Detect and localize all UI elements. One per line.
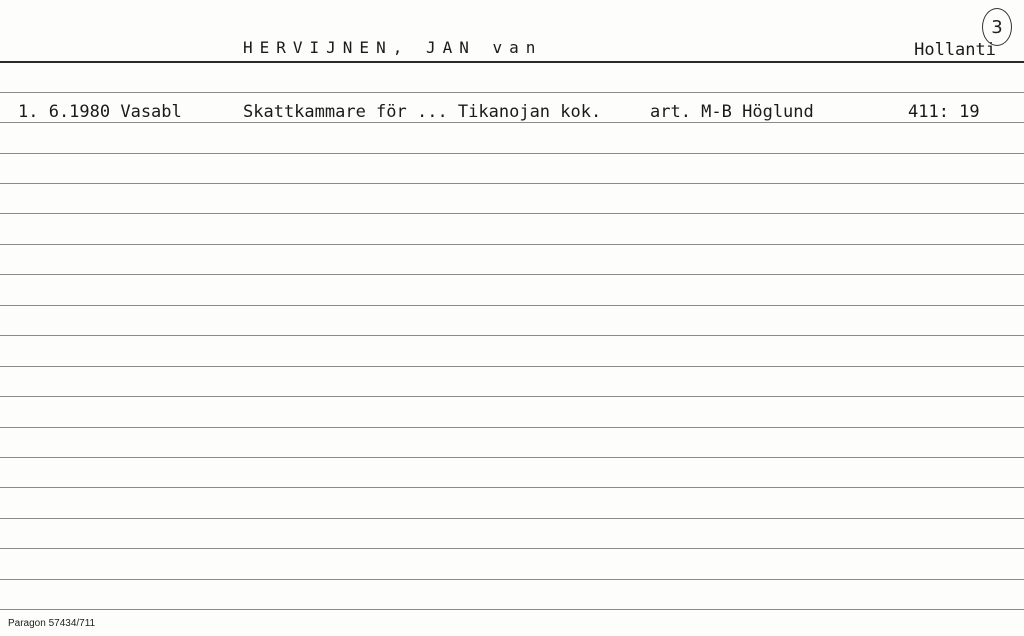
ruled-line xyxy=(0,153,1024,154)
ruled-line xyxy=(0,487,1024,488)
header-rule xyxy=(0,61,1024,63)
ruled-line xyxy=(0,335,1024,336)
entry-date-source: 1. 6.1980 Vasabl xyxy=(18,102,182,122)
ruled-line xyxy=(0,213,1024,214)
ruled-line xyxy=(0,92,1024,93)
entry-reference: 411: 19 xyxy=(908,102,980,122)
entry-title: Skattkammare för ... Tikanojan kok. xyxy=(243,102,602,122)
card-number-circle: 3 xyxy=(982,8,1012,46)
ruled-line xyxy=(0,244,1024,245)
ruled-line xyxy=(0,548,1024,549)
ruled-line xyxy=(0,366,1024,367)
ruled-line xyxy=(0,396,1024,397)
printer-mark: Paragon 57434/711 xyxy=(8,618,96,629)
ruled-line xyxy=(0,457,1024,458)
ruled-line xyxy=(0,427,1024,428)
entry-author: art. M-B Höglund xyxy=(650,102,814,122)
ruled-line xyxy=(0,609,1024,610)
ruled-line xyxy=(0,122,1024,123)
ruled-line xyxy=(0,183,1024,184)
ruled-line xyxy=(0,305,1024,306)
card-heading-country: Hollanti xyxy=(914,40,996,60)
card-heading-name: HERVIJNEN, JAN van xyxy=(243,38,543,57)
ruled-line xyxy=(0,579,1024,580)
ruled-line xyxy=(0,518,1024,519)
ruled-line xyxy=(0,274,1024,275)
